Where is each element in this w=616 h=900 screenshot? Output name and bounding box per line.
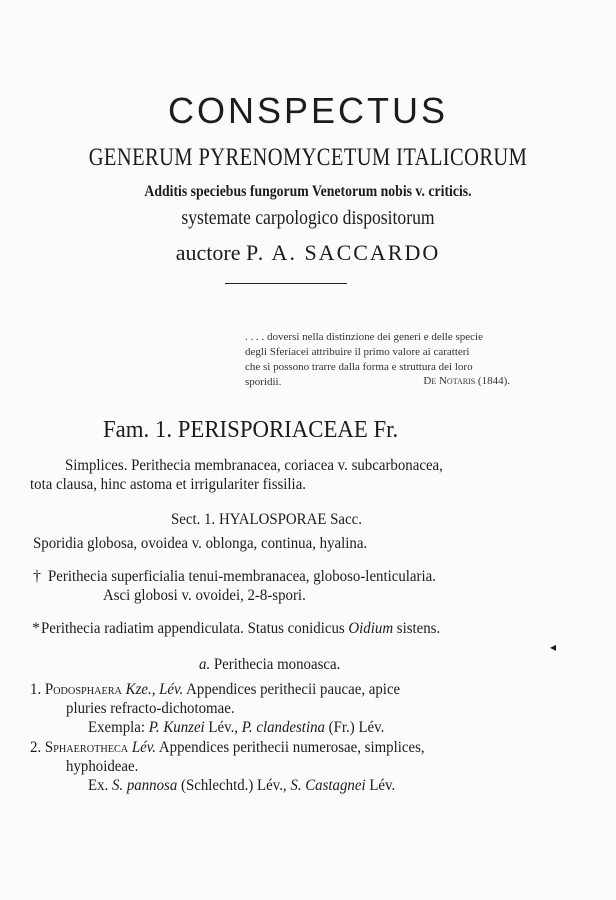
author-line <box>0 240 616 266</box>
ink-speck: ◂ <box>550 640 557 654</box>
epigraph-attribution: De Notaris (1844). <box>423 375 510 387</box>
example-authority: Lév., <box>208 719 239 736</box>
radiatim-text: Perithecia radiatim appendiculata. Status conidicus <box>41 620 345 637</box>
subtitle: GENERUM PYRENOMYCETUM ITALICORUM <box>88 144 528 171</box>
genus-description: Appendices perithecii paucae, apice <box>186 681 401 698</box>
dagger-line: Perithecia superficialia tenui-membranacea, globoso-lenticularia. <box>48 568 436 585</box>
epigraph <box>245 330 510 390</box>
genus-description-cont: pluries refracto-dichotomae. <box>66 700 235 717</box>
dagger-mark: † <box>33 568 41 585</box>
title: CONSPECTUS <box>167 90 449 131</box>
epigraph-line: che si possono trarre dalla forma e struttura dei loro <box>245 361 473 373</box>
family-description: tota clausa, hinc astoma et irrigulariter fissilia. <box>30 476 307 493</box>
genus-entry <box>30 681 400 699</box>
genus-number: 1. <box>30 681 42 698</box>
example-species: P. Kunzei <box>148 719 205 736</box>
family-heading: Fam. 1. PERISPORIACEAE Fr. <box>103 417 399 443</box>
genus-authors: Kze., Lév. <box>125 681 184 698</box>
genus-authors: Lév. <box>131 739 157 756</box>
example-authority: (Schlechtd.) Lév., <box>181 777 287 794</box>
dagger-line: Asci globosi v. ovoidei, 2-8-spori. <box>103 587 306 604</box>
asterisk-mark: * <box>32 620 40 637</box>
radiatim-genus: Oidium <box>348 620 394 637</box>
genus-name: Podosphaera <box>44 681 122 698</box>
example-species: P. clandestina <box>241 719 325 736</box>
auctore-prefix: auctore <box>175 240 241 265</box>
genus-description-cont: hyphoideae. <box>66 758 139 775</box>
example-species: S. pannosa <box>111 777 178 794</box>
section-heading: Sect. 1. HYALOSPORAE Sacc. <box>171 511 362 528</box>
epigraph-line: . . . . doversi nella distinzione dei generi e delle specie <box>245 331 483 343</box>
genus-description: Appendices perithecii numerosae, simplices, <box>158 739 425 756</box>
family-description: Simplices. Perithecia membranacea, coriacea v. subcarbonacea, <box>65 457 443 474</box>
subgroup-label: a. <box>199 656 211 673</box>
epigraph-line: sporidii. <box>245 376 282 388</box>
title-rule <box>225 283 347 284</box>
examples-label: Ex. <box>88 777 109 794</box>
genus-examples <box>88 719 384 737</box>
radiatim-line <box>41 620 440 638</box>
genus-name: Sphaerotheca <box>44 739 129 756</box>
genus-examples <box>88 777 395 795</box>
epigraph-line: degli Sferiacei attribuire il primo valore ai caratteri <box>245 346 470 358</box>
example-authority: (Fr.) Lév. <box>328 719 385 736</box>
genus-number: 2. <box>30 739 42 756</box>
example-species: S. Castagnei <box>290 777 366 794</box>
genus-entry <box>30 739 425 757</box>
subgroup-line <box>199 656 340 674</box>
examples-label: Exempla: <box>88 719 146 736</box>
additis-line: Additis speciebus fungorum Venetorum nobis v. criticis. <box>144 183 472 200</box>
example-authority: Lév. <box>369 777 396 794</box>
radiatim-end: sistens. <box>396 620 441 637</box>
author-name: P. A. SACCARDO <box>245 240 441 265</box>
section-description: Sporidia globosa, ovoidea v. oblonga, continua, hyalina. <box>33 535 368 552</box>
systemate-line: systemate carpologico dispositorum <box>181 207 435 229</box>
subgroup-text: Perithecia monoasca. <box>213 656 341 673</box>
